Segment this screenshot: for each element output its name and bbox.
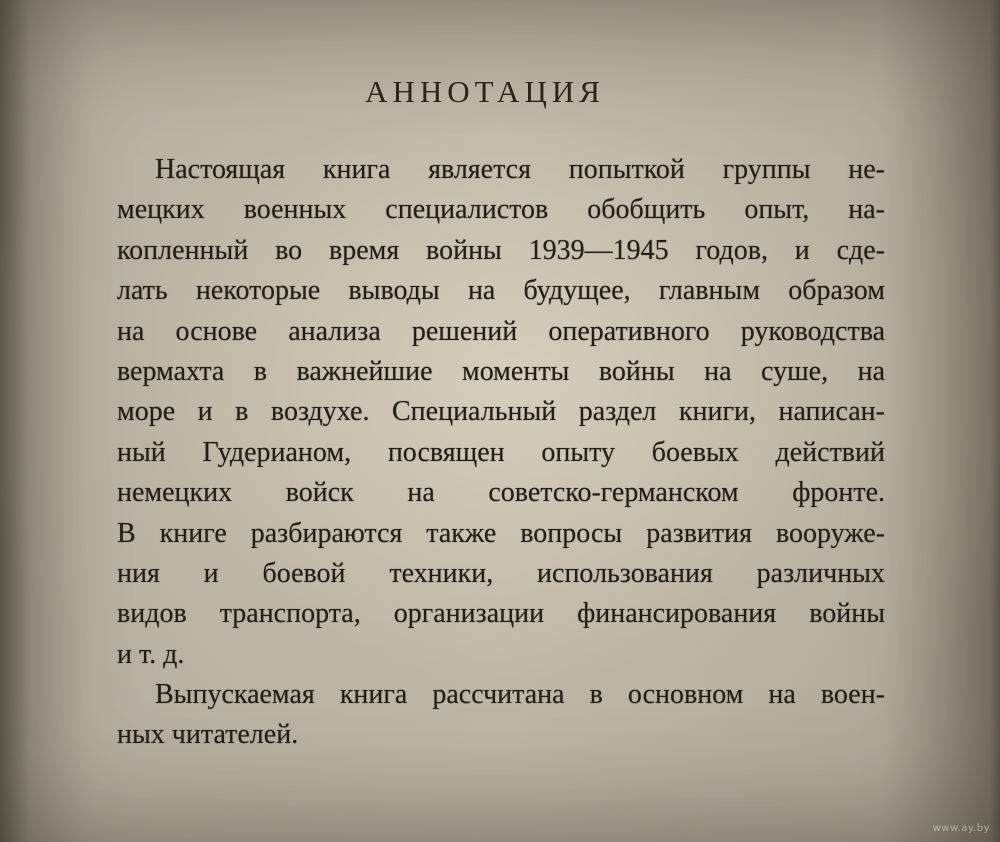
text-line: и т. д. [117, 638, 185, 670]
text-line: Настоящая книга является попыткой группы не- [155, 154, 885, 185]
text-line: на основе анализа решений оперативного руководства [117, 315, 885, 347]
text-line: вермахта в важнейшие моменты войны на суше, на [117, 355, 885, 387]
text-line: В книге разбираются также вопросы развития вооруже- [117, 517, 885, 549]
annotation-text [117, 150, 885, 756]
text-line: ных читателей. [117, 719, 299, 751]
text-line: немецких войск на советско-германском фронте. [117, 477, 885, 509]
text-line: видов транспорта, организации финансирования войны [117, 598, 885, 630]
text-line: море и в воздухе. Специальный раздел книги, написан- [117, 396, 885, 428]
text-line: Выпускаемая книга рассчитана в основном на воен- [155, 679, 885, 711]
text-line: ный Гудерианом, посвящен опыту боевых действий [117, 436, 885, 468]
text-line: копленный во время войны 1939—1945 годов, и сде- [117, 234, 885, 266]
watermark: www.ay.by [932, 823, 990, 834]
text-line: ния и боевой техники, использования различных [117, 557, 885, 589]
text-line: лать некоторые выводы на будущее, главным образом [117, 275, 885, 307]
text-line: мецких военных специалистов обобщить опыт, на- [117, 194, 885, 226]
page-title: АННОТАЦИЯ [365, 74, 605, 109]
